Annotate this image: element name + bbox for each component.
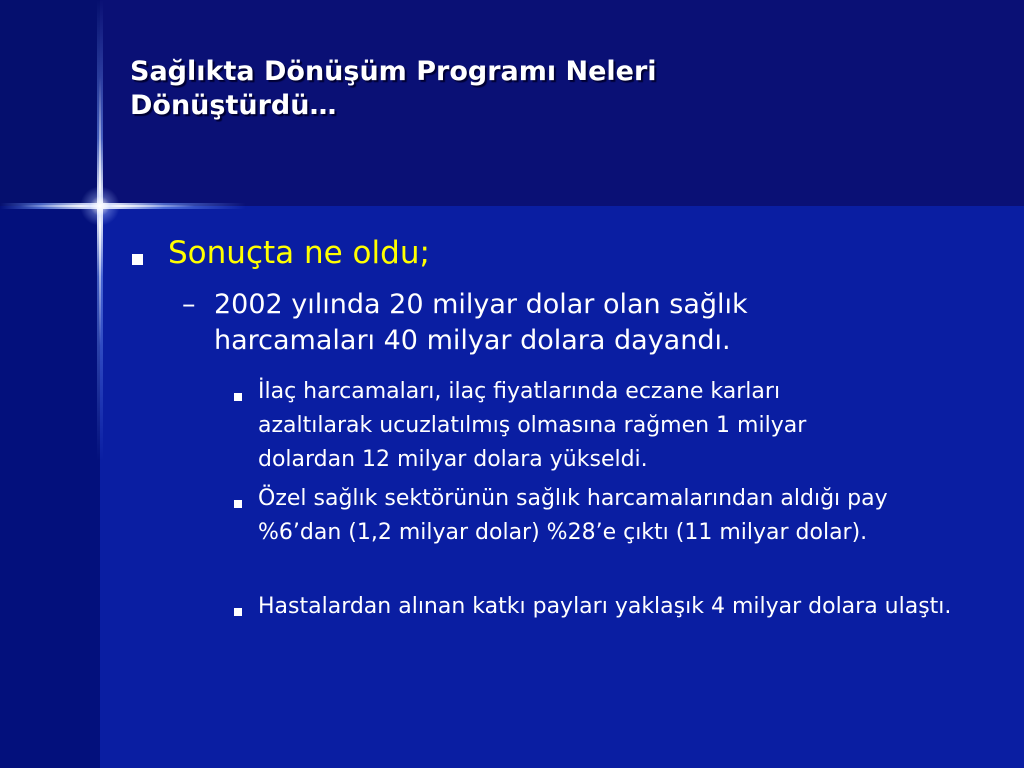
square-bullet-icon <box>234 482 258 550</box>
bullet-level-3-text: İlaç harcamaları, ilaç fiyatlarında eczane karları azaltılarak ucuzlatılmış olmasına rağmen 1 milyar dolardan 12 milyar dolara yükseldi. <box>258 379 807 472</box>
bullet-level-3-item <box>234 375 974 477</box>
slide-title-line-1: Sağlıkta Dönüşüm Programı Neleri <box>130 56 657 87</box>
square-bullet-icon <box>234 375 258 477</box>
bullet-level-2-text: 2002 yılında 20 milyar dolar olan sağlık harcamaları 40 milyar dolara dayandı. <box>214 289 748 356</box>
bullet-level-1-text: Sonuçta ne oldu; <box>168 235 430 271</box>
bullet-level-3-text: Hastalardan alınan katkı payları yaklaşık 4 milyar dolara ulaştı. <box>258 594 952 619</box>
bullet-level-3-text: Özel sağlık sektörünün sağlık harcamalarından aldığı pay %6’dan (1,2 milyar dolar) %28’e çıktı (11 milyar dolar). <box>258 486 888 545</box>
bullet-level-3-item <box>234 482 974 550</box>
square-bullet-icon <box>234 590 258 624</box>
square-bullet-icon <box>132 233 168 273</box>
bullet-level-3-item <box>234 590 974 624</box>
dash-bullet-icon: – <box>182 289 196 320</box>
bullet-level-1 <box>132 233 992 273</box>
bullet-level-2 <box>182 287 842 359</box>
slide-title-line-2: Dönüştürdü… <box>130 90 337 121</box>
